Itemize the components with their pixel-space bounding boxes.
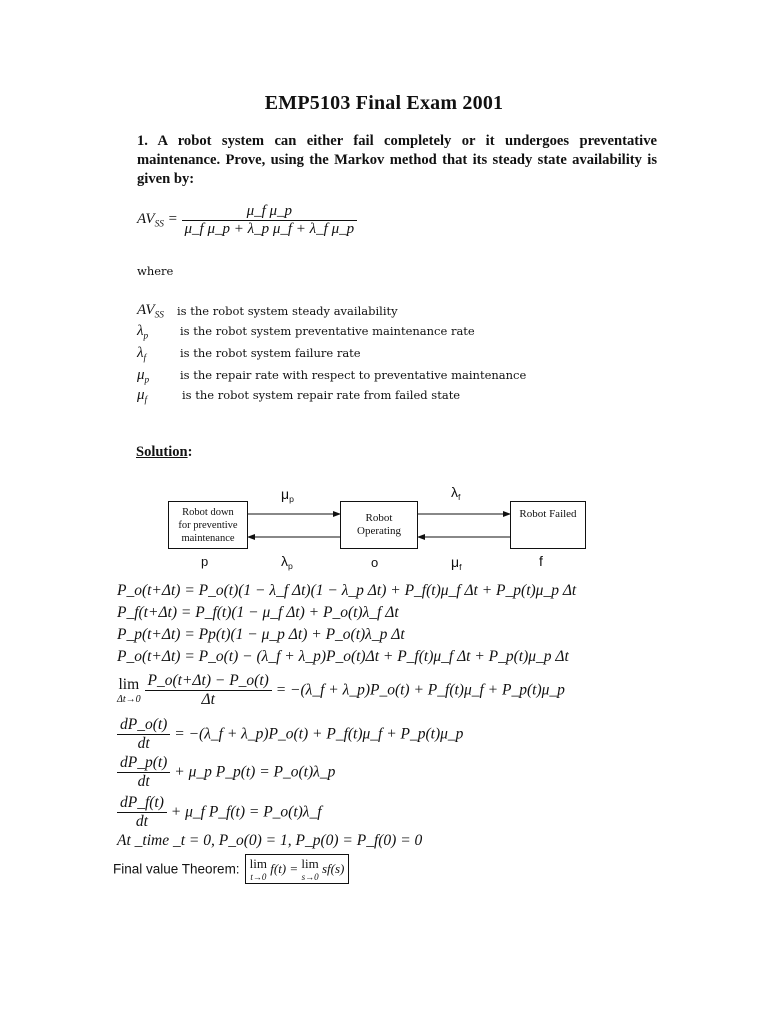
equation-3: P_p(t+Δt) = Pp(t)(1 − μ_p Δt) + P_o(t)λ_p Δt [117, 626, 405, 643]
label-lambda-p: $\lambda_p$ [281, 553, 293, 572]
def-text-avss: is the robot system steady availability [177, 304, 398, 318]
equation-4: P_o(t+Δt) = P_o(t) − (λ_f + λ_p)P_o(t)Δt + P_f(t)μ_f Δt + P_p(t)μ_p Δt [117, 648, 569, 665]
formula-numerator: μ_f μ_p [182, 203, 358, 221]
state-box-operating: Robot Operating [340, 501, 418, 549]
state-box-failed: Robot Failed [510, 501, 586, 549]
label-mu-p: $\mu_p$ [281, 486, 294, 505]
label-lambda-f: $\lambda_f$ [451, 484, 461, 503]
state-label-f: f [539, 553, 543, 569]
def-text-lambda-p: is the robot system preventative maintenance rate [180, 324, 475, 338]
equation-2: P_f(t+Δt) = P_f(t)(1 − μ_f Δt) + P_o(t)λ_f Δt [117, 604, 399, 621]
label-mu-f: $\mu_f$ [451, 554, 462, 573]
def-symbol-lambda-f: $\lambda_f$ [137, 345, 147, 364]
formula-denominator: μ_f μ_p + λ_p μ_f + λ_f μ_p [184, 221, 355, 237]
state-box-down: Robot down for preventive maintenance [168, 501, 248, 549]
final-value-label: Final value Theorem: [113, 861, 240, 877]
def-symbol-mu-f: $\mu_f$ [137, 387, 148, 406]
state-label-p: p [201, 554, 209, 569]
def-text-lambda-f: is the robot system failure rate [180, 346, 361, 360]
def-text-mu-f: is the robot system repair rate from failed state [182, 388, 461, 402]
formula-fraction [182, 203, 358, 238]
equation-1: P_o(t+Δt) = P_o(t)(1 − λ_f Δt)(1 − λ_p Δt) + P_f(t)μ_f Δt + P_p(t)μ_p Δt [117, 582, 577, 599]
final-value-box: lim t→0 f(t) = lim s→0 sf(s) [245, 854, 350, 884]
where-label: where [137, 264, 174, 278]
def-symbol-mu-p: $\mu_p$ [137, 367, 150, 386]
equation-5: lim Δt→0 $\frac{P\_o(t+\Delta t) - P\_o(t)}{\Delta t}$ = −(λ_f + λ_p)P_o(t) + P_f(t)μ_f + P_p(t)μ_p [117, 672, 565, 708]
solution-heading: Solution: [136, 444, 193, 460]
equation-8: $\frac{dP\_f(t)}{dt}$ + μ_f P_f(t) = P_o(t)λ_f [117, 794, 322, 831]
def-symbol-avss: $AV_{SS}$ [137, 302, 164, 321]
availability-formula [137, 203, 357, 238]
equation-6: $\frac{dP\_o(t)}{dt}$ = −(λ_f + λ_p)P_o(t) + P_f(t)μ_f + P_p(t)μ_p [117, 716, 463, 753]
def-text-mu-p: is the repair rate with respect to preventative maintenance [180, 368, 527, 382]
equation-9: At _time _t = 0, P_o(0) = 1, P_p(0) = P_f(0) = 0 [117, 832, 423, 849]
state-label-o: o [371, 555, 379, 570]
difference-quotient: $\frac{P\_o(t+\Delta t) - P\_o(t)}{\Delta t}$ [145, 672, 272, 709]
def-symbol-lambda-p: $\lambda_p$ [137, 323, 149, 342]
page-title: EMP5103 Final Exam 2001 [264, 92, 504, 114]
limit-operator: lim Δt→0 [117, 676, 141, 705]
final-value-theorem [113, 854, 349, 884]
equation-7: $\frac{dP\_p(t)}{dt}$ + μ_p P_p(t) = P_o(t)λ_p [117, 754, 335, 791]
question-text: 1. A robot system can either fail completely or it undergoes preventative maintenance. Prove, using the Markov method that its steady state availability is given by: [137, 133, 657, 187]
formula-lhs: $AV_{SS}$ = [137, 211, 178, 230]
